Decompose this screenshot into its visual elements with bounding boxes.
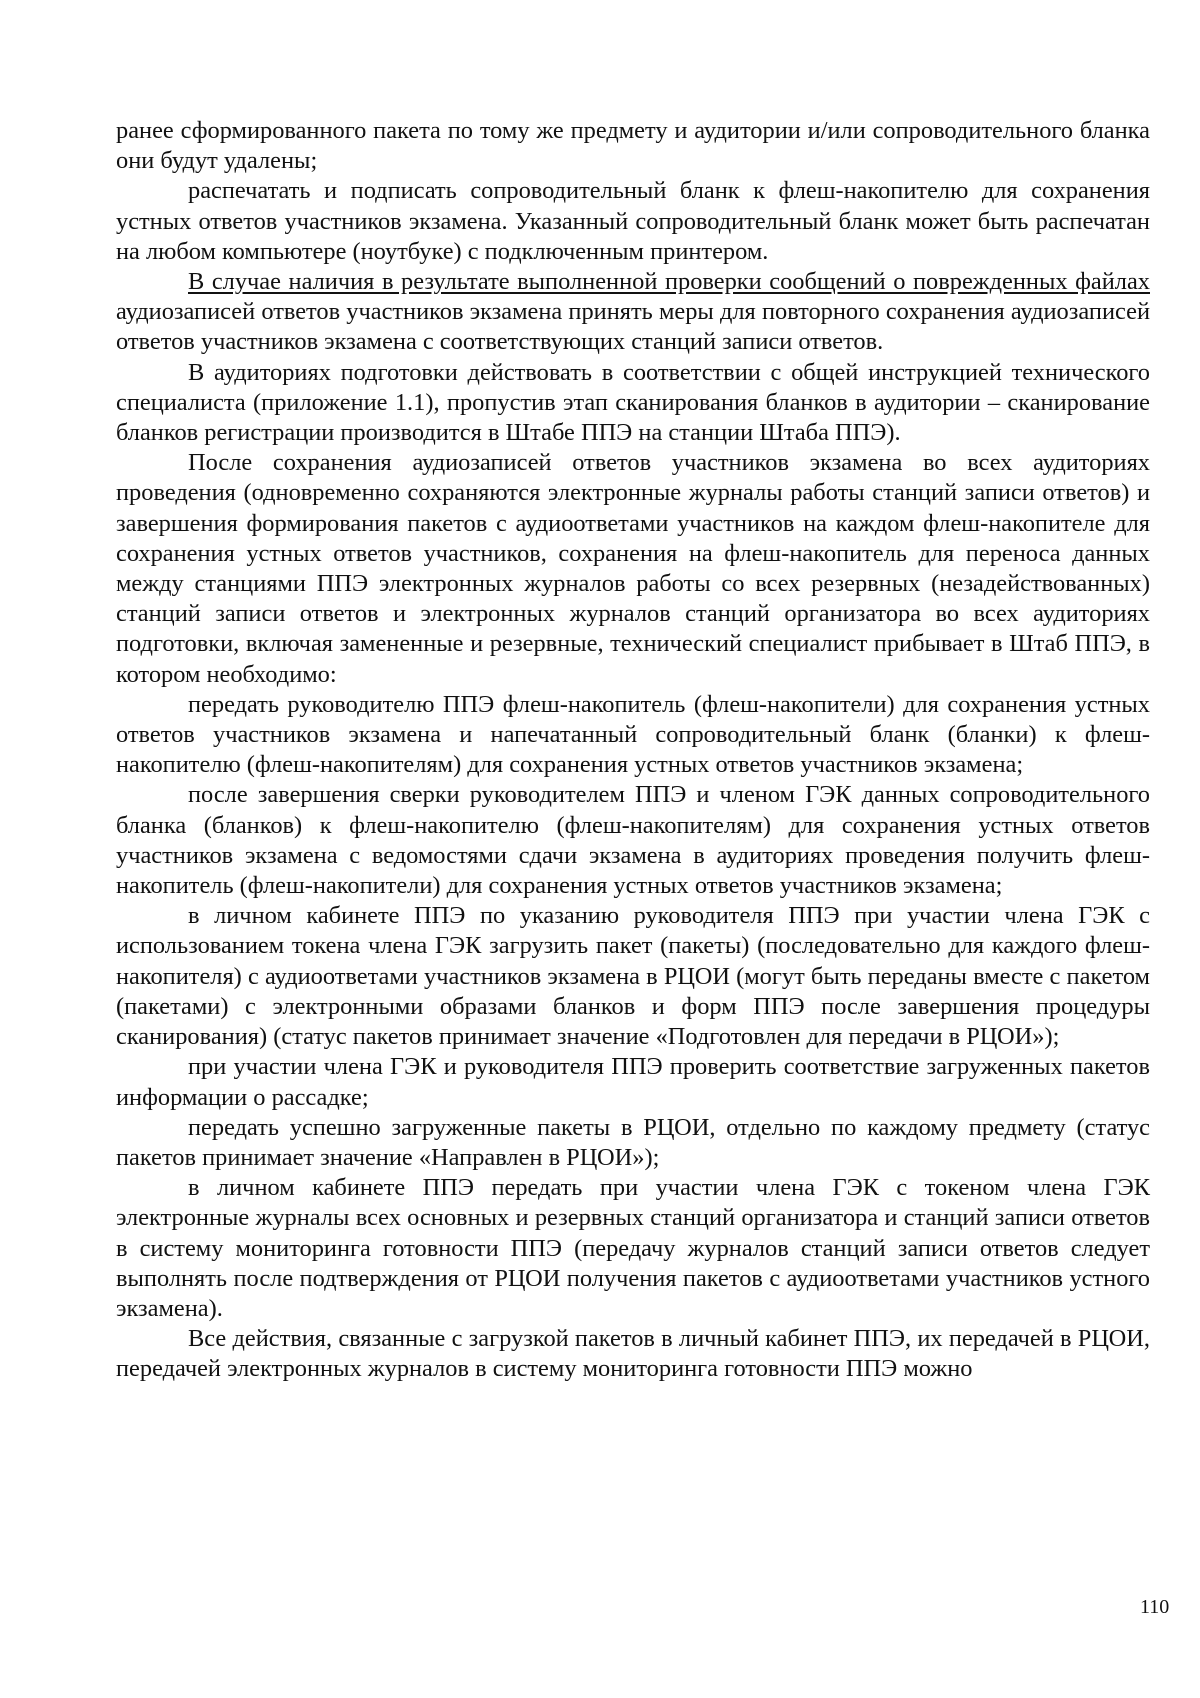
underlined-phrase: В случае наличия в результате выполненной проверки сообщений о поврежденных файлах	[188, 268, 1150, 296]
page-number: 110	[1140, 1596, 1170, 1618]
paragraph-send-journals: в личном кабинете ППЭ передать при участии члена ГЭК с токеном члена ГЭК электронные журналы всех основных и резервных станций организатора и станций записи ответов в систему мониторинга готовности ППЭ (передачу журналов станций записи ответов следует выполнять после подтверждения от РЦОИ получения пакетов с аудиоответами участников устного экзамена).	[116, 1174, 1150, 1322]
paragraph-hand-over-drive: передать руководителю ППЭ флеш-накопитель (флеш-накопители) для сохранения устных ответов участников экзамена и напечатанный сопроводительный бланк (бланки) к флеш-накопителю (флеш-накопителям) для сохранения устных ответов участников экзамена;	[116, 690, 1150, 779]
paragraph-damaged-files	[116, 267, 1150, 358]
paragraph-damaged-files-rest: аудиозаписей ответов участников экзамена принять меры для повторного сохранения аудиозаписей ответов участников экзамена с соответствующих станций записи ответов.	[116, 298, 1150, 356]
paragraph-after-verification: после завершения сверки руководителем ППЭ и членом ГЭК данных сопроводительного бланка (бланков) к флеш-накопителю (флеш-накопителям) для сохранения устных ответов участников экзамена с ведомостями сдачи экзамена в аудиториях проведения получить флеш-накопитель (флеш-накопители) для сохранения устных ответов участников экзамена;	[116, 781, 1150, 900]
paragraph-send-packages: передать успешно загруженные пакеты в РЦОИ, отдельно по каждому предмету (статус пакетов принимает значение «Направлен в РЦОИ»);	[116, 1113, 1150, 1171]
paragraph-prep-rooms: В аудиториях подготовки действовать в соответствии с общей инструкцией технического специалиста (приложение 1.1), пропустив этап сканирования бланков в аудитории – сканирование бланков регистрации производится в Штабе ППЭ на станции Штаба ППЭ).	[116, 358, 1150, 447]
paragraph-upload-packages: в личном кабинете ППЭ по указанию руководителя ППЭ при участии члена ГЭК с использованием токена члена ГЭК загрузить пакет (пакеты) (последовательно для каждого флеш-накопителя) с аудиоответами участников экзамена в РЦОИ (могут быть переданы вместе с пакетом (пакетами) с электронными образами бланков и форм ППЭ после завершения процедуры сканирования) (статус пакетов принимает значение «Подготовлен для передачи в РЦОИ»);	[116, 902, 1150, 1051]
paragraph-continuation: ранее сформированного пакета по тому же предмету и аудитории и/или сопроводительного бланка они будут удалены;	[116, 117, 1150, 175]
paragraph-check-seating: при участии члена ГЭК и руководителя ППЭ проверить соответствие загруженных пакетов информации о рассадке;	[116, 1053, 1150, 1111]
paragraph-print-cover-form: распечатать и подписать сопроводительный бланк к флеш-накопителю для сохранения устных ответов участников экзамена. Указанный сопроводительный бланк может быть распечатан на любом компьютере (ноутбуке) с подключенным принтером.	[116, 177, 1150, 265]
paragraph-after-saving: После сохранения аудиозаписей ответов участников экзамена во всех аудиториях проведения (одновременно сохраняются электронные журналы работы станций записи ответов) и завершения формирования пакетов с аудиоответами участников на каждом флеш-накопителе для сохранения устных ответов участников, сохранения на флеш-накопитель для переноса данных между станциями ППЭ электронных журналов работы со всех резервных (незадействованных) станций записи ответов и электронных журналов станций организатора во всех аудиториях подготовки, включая замененные и резервные, технический специалист прибывает в Штаб ППЭ, в котором необходимо:	[116, 449, 1150, 688]
paragraph-all-actions: Все действия, связанные с загрузкой пакетов в личный кабинет ППЭ, их передачей в РЦОИ, передачей электронных журналов в систему мониторинга готовности ППЭ можно	[116, 1325, 1150, 1383]
document-page	[116, 116, 1150, 1385]
